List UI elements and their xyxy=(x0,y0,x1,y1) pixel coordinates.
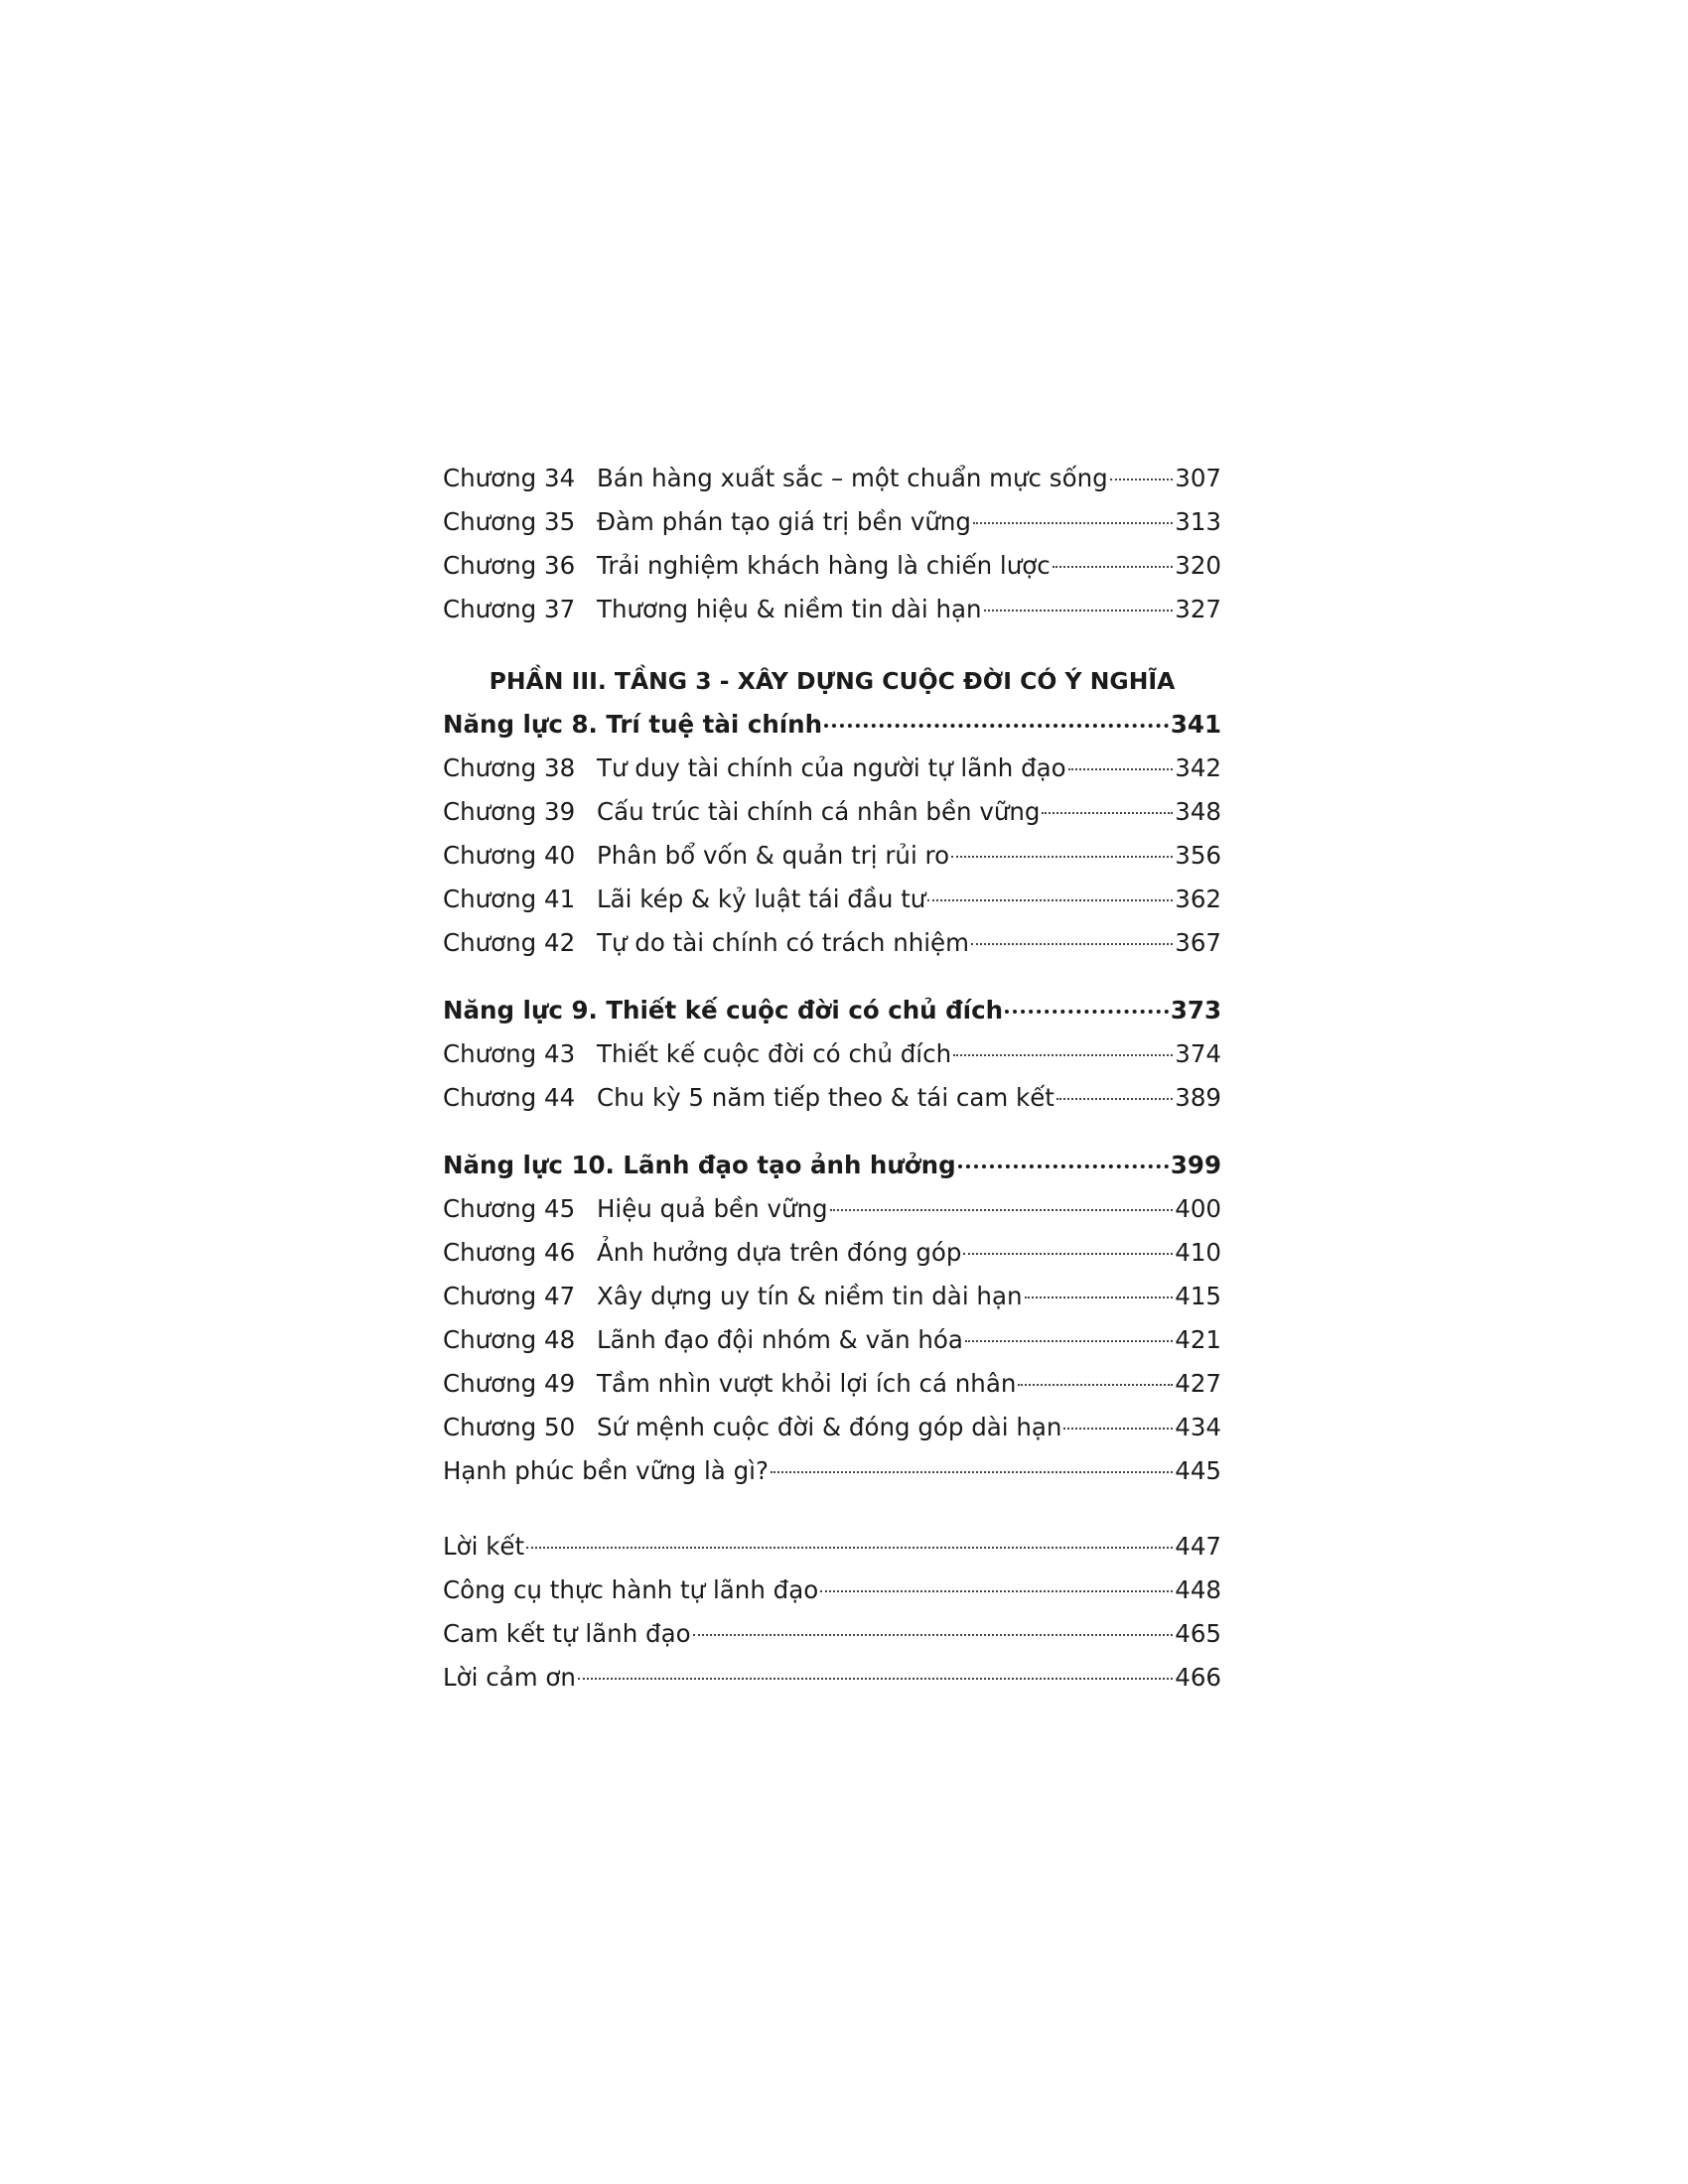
dot-leader xyxy=(526,1547,1173,1549)
section-spacer xyxy=(443,1493,1221,1525)
chapter-title: Sứ mệnh cuộc đời & đóng góp dài hạn xyxy=(597,1413,1062,1441)
section-spacer xyxy=(443,1120,1221,1144)
competency-heading xyxy=(443,1144,1221,1187)
dot-leader xyxy=(984,610,1174,612)
dot-leader xyxy=(958,1164,1169,1168)
toc-entry xyxy=(443,1569,1221,1612)
page-number: 389 xyxy=(1175,1083,1221,1112)
chapter-title: Chu kỳ 5 năm tiếp theo & tái cam kết xyxy=(597,1083,1055,1112)
dot-leader xyxy=(953,1054,1173,1056)
chapter-number: Chương 48 xyxy=(443,1325,576,1354)
dot-leader xyxy=(820,1590,1173,1592)
chapter-title: Hiệu quả bền vững xyxy=(597,1194,828,1223)
page-number: 415 xyxy=(1175,1282,1221,1310)
toc-entry xyxy=(443,1525,1221,1569)
page-number: 373 xyxy=(1170,996,1221,1024)
toc-entry xyxy=(443,1318,1221,1362)
toc-entry xyxy=(443,921,1221,965)
chapter-number: Chương 44 xyxy=(443,1083,576,1112)
chapter-number: Chương 46 xyxy=(443,1238,576,1267)
page-number: 356 xyxy=(1175,841,1221,870)
chapter-title: Tự do tài chính có trách nhiệm xyxy=(597,928,970,957)
dot-leader xyxy=(1068,768,1174,770)
chapter-number: Chương 43 xyxy=(443,1039,576,1068)
dot-leader xyxy=(951,856,1173,858)
toc-entry xyxy=(443,1187,1221,1231)
dot-leader xyxy=(578,1678,1173,1680)
page-number: 342 xyxy=(1175,753,1221,782)
toc-entry xyxy=(443,834,1221,878)
competency-title: Năng lực 9. Thiết kế cuộc đời có chủ đích xyxy=(443,996,1004,1024)
dot-leader xyxy=(927,899,1173,901)
dot-leader xyxy=(1053,566,1174,568)
chapter-title: Trải nghiệm khách hàng là chiến lược xyxy=(597,551,1051,580)
dot-leader xyxy=(971,943,1173,945)
toc-entry xyxy=(443,1362,1221,1406)
entry-title: Lời cảm ơn xyxy=(443,1663,576,1692)
competency-heading xyxy=(443,989,1221,1032)
page-number: 362 xyxy=(1175,885,1221,913)
competency-title: Năng lực 10. Lãnh đạo tạo ảnh hưởng xyxy=(443,1151,956,1179)
dot-leader xyxy=(771,1471,1173,1473)
dot-leader xyxy=(830,1209,1174,1211)
toc-entry xyxy=(443,457,1221,500)
dot-leader xyxy=(973,522,1173,524)
toc-entry xyxy=(443,878,1221,921)
competency-title: Năng lực 8. Trí tuệ tài chính xyxy=(443,710,823,739)
entry-title: Hạnh phúc bền vững là gì? xyxy=(443,1456,769,1485)
chapter-number: Chương 45 xyxy=(443,1194,576,1223)
toc-block-chapters-45-50 xyxy=(443,1187,1221,1493)
chapter-number: Chương 36 xyxy=(443,551,576,580)
page-number: 445 xyxy=(1175,1456,1221,1485)
chapter-number: Chương 50 xyxy=(443,1413,576,1441)
page-number: 327 xyxy=(1175,595,1221,623)
dot-leader xyxy=(965,1340,1173,1342)
dot-leader xyxy=(1110,478,1174,480)
page-number: 434 xyxy=(1175,1413,1221,1441)
chapter-title: Tầm nhìn vượt khỏi lợi ích cá nhân xyxy=(597,1369,1017,1398)
competency-heading xyxy=(443,703,1221,747)
chapter-number: Chương 38 xyxy=(443,753,576,782)
dot-leader xyxy=(1025,1297,1174,1298)
chapter-title: Cấu trúc tài chính cá nhân bền vững xyxy=(597,797,1041,826)
dot-leader xyxy=(1042,812,1173,814)
page-number: 465 xyxy=(1175,1619,1221,1648)
page-number: 400 xyxy=(1175,1194,1221,1223)
chapter-number: Chương 39 xyxy=(443,797,576,826)
toc-block-chapters-43-44 xyxy=(443,1032,1221,1120)
toc-entry xyxy=(443,747,1221,790)
dot-leader xyxy=(1018,1384,1173,1386)
page-number: 341 xyxy=(1170,710,1221,739)
entry-title: Công cụ thực hành tự lãnh đạo xyxy=(443,1575,819,1604)
toc-entry xyxy=(443,1406,1221,1449)
toc-entry xyxy=(443,790,1221,834)
chapter-title: Bán hàng xuất sắc – một chuẩn mực sống xyxy=(597,464,1108,492)
chapter-title: Thiết kế cuộc đời có chủ đích xyxy=(597,1039,952,1068)
page-number: 427 xyxy=(1175,1369,1221,1398)
page-number: 313 xyxy=(1175,507,1221,536)
chapter-title: Xây dựng uy tín & niềm tin dài hạn xyxy=(597,1282,1023,1310)
page-number: 367 xyxy=(1175,928,1221,957)
page-number: 466 xyxy=(1175,1663,1221,1692)
chapter-number: Chương 35 xyxy=(443,507,576,536)
toc-entry xyxy=(443,500,1221,544)
toc-back-matter xyxy=(443,1525,1221,1700)
chapter-title: Thương hiệu & niềm tin dài hạn xyxy=(597,595,982,623)
entry-title: Cam kết tự lãnh đạo xyxy=(443,1619,691,1648)
entry-title: Lời kết xyxy=(443,1532,525,1561)
chapter-number: Chương 41 xyxy=(443,885,576,913)
page-number: 410 xyxy=(1175,1238,1221,1267)
toc-block-chapters-38-42 xyxy=(443,747,1221,965)
toc-entry xyxy=(443,1612,1221,1656)
dot-leader xyxy=(963,1253,1173,1255)
chapter-number: Chương 34 xyxy=(443,464,576,492)
dot-leader xyxy=(1063,1428,1173,1430)
chapter-number: Chương 49 xyxy=(443,1369,576,1398)
toc-entry xyxy=(443,1449,1221,1493)
chapter-title: Đàm phán tạo giá trị bền vững xyxy=(597,507,971,536)
chapter-title: Tư duy tài chính của người tự lãnh đạo xyxy=(597,753,1066,782)
dot-leader xyxy=(1056,1098,1173,1100)
table-of-contents xyxy=(443,457,1221,1700)
part-heading: PHẦN III. TẦNG 3 - XÂY DỰNG CUỘC ĐỜI CÓ Ý NGHĨA xyxy=(489,667,1176,695)
chapter-number: Chương 37 xyxy=(443,595,576,623)
page-number: 374 xyxy=(1175,1039,1221,1068)
page-number: 421 xyxy=(1175,1325,1221,1354)
dot-leader xyxy=(1005,1010,1169,1014)
chapter-number: Chương 40 xyxy=(443,841,576,870)
page-number: 448 xyxy=(1175,1575,1221,1604)
dot-leader xyxy=(824,724,1169,728)
page-number: 320 xyxy=(1175,551,1221,580)
chapter-title: Phân bổ vốn & quản trị rủi ro xyxy=(597,841,950,870)
toc-entry xyxy=(443,1275,1221,1318)
chapter-title: Lãi kép & kỷ luật tái đầu tư xyxy=(597,885,926,913)
chapter-title: Lãnh đạo đội nhóm & văn hóa xyxy=(597,1325,963,1354)
chapter-title: Ảnh hưởng dựa trên đóng góp xyxy=(597,1238,962,1267)
dot-leader xyxy=(693,1634,1174,1636)
toc-entry xyxy=(443,544,1221,588)
toc-entry xyxy=(443,1076,1221,1120)
toc-entry xyxy=(443,1032,1221,1076)
toc-block-chapters-34-37 xyxy=(443,457,1221,631)
page-number: 307 xyxy=(1175,464,1221,492)
chapter-number: Chương 47 xyxy=(443,1282,576,1310)
page-number: 348 xyxy=(1175,797,1221,826)
toc-entry xyxy=(443,1656,1221,1700)
toc-entry xyxy=(443,1231,1221,1275)
page-number: 399 xyxy=(1170,1151,1221,1179)
page-number: 447 xyxy=(1175,1532,1221,1561)
section-spacer xyxy=(443,965,1221,989)
toc-entry xyxy=(443,588,1221,631)
chapter-number: Chương 42 xyxy=(443,928,576,957)
